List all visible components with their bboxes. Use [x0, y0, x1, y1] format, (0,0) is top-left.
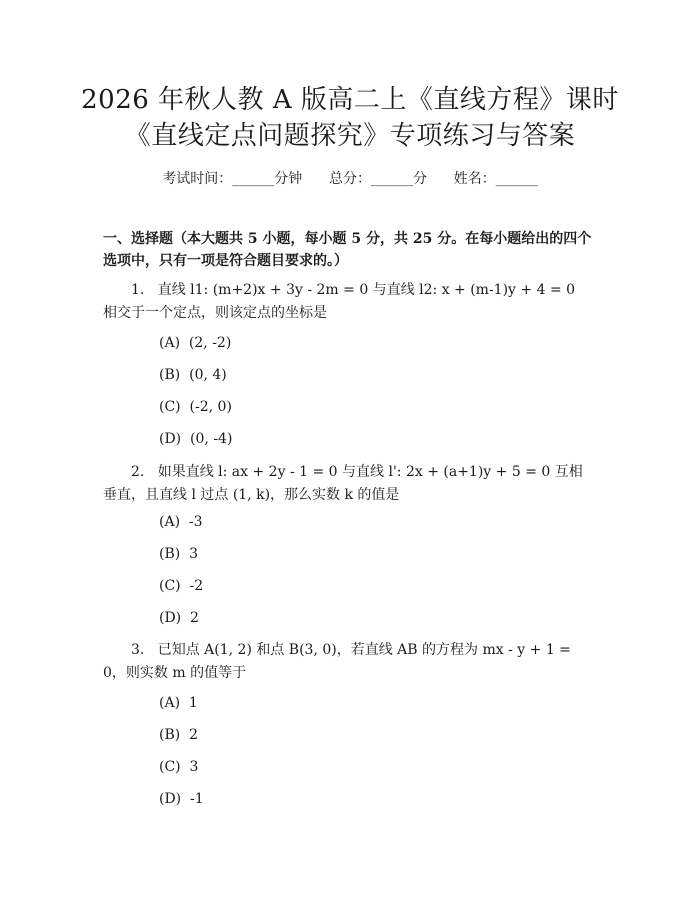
question-2-option-b: (B) 3: [159, 546, 199, 562]
question-3-option-d: (D) -1: [159, 791, 204, 807]
question-1-stem: 1. 直线 l1: (m+2)x + 3y - 2m = 0 与直线 l2: x + (m-1)y + 4 = 0 相交于一个定点，则该定点的坐标是: [103, 282, 580, 321]
document-title-line-1: 2026 年秋人教 A 版高二上《直线方程》课时: [81, 85, 619, 115]
question-2-option-c: (C) -2: [159, 578, 204, 594]
question-3-option-a: (A) 1: [159, 695, 198, 711]
question-3-option-c: (C) 3: [159, 759, 199, 775]
section-heading: 一、选择题（本大题共 5 小题，每小题 5 分，共 25 分。在每小题给出的四个选项中，只有一项是符合题目要求的。）: [103, 231, 592, 269]
question-1-option-c: (C) (-2, 0): [159, 399, 232, 415]
document-title-line-2: 《直线定点问题探究》专项练习与答案: [124, 121, 576, 151]
question-3-option-b: (B) 2: [159, 727, 199, 743]
exam-info-line: 考试时间：______分钟 总分：______分 姓名：______: [162, 171, 538, 187]
question-1-option-a: (A) (2, -2): [159, 335, 232, 351]
question-1-option-b: (B) (0, 4): [159, 367, 227, 383]
question-1-option-d: (D) (0, -4): [159, 431, 233, 447]
question-3-stem: 3. 已知点 A(1, 2) 和点 B(3, 0)，若直线 AB 的方程为 mx - y + 1 = 0，则实数 m 的值等于: [103, 642, 576, 681]
question-2-option-d: (D) 2: [159, 610, 199, 626]
question-2-stem: 2. 如果直线 l: ax + 2y - 1 = 0 与直线 l': 2x + (a+1)y + 5 = 0 互相垂直，且直线 l 过点 (1, k)，那么实数 k 的值是: [103, 464, 583, 503]
question-2-option-a: (A) -3: [159, 514, 203, 530]
